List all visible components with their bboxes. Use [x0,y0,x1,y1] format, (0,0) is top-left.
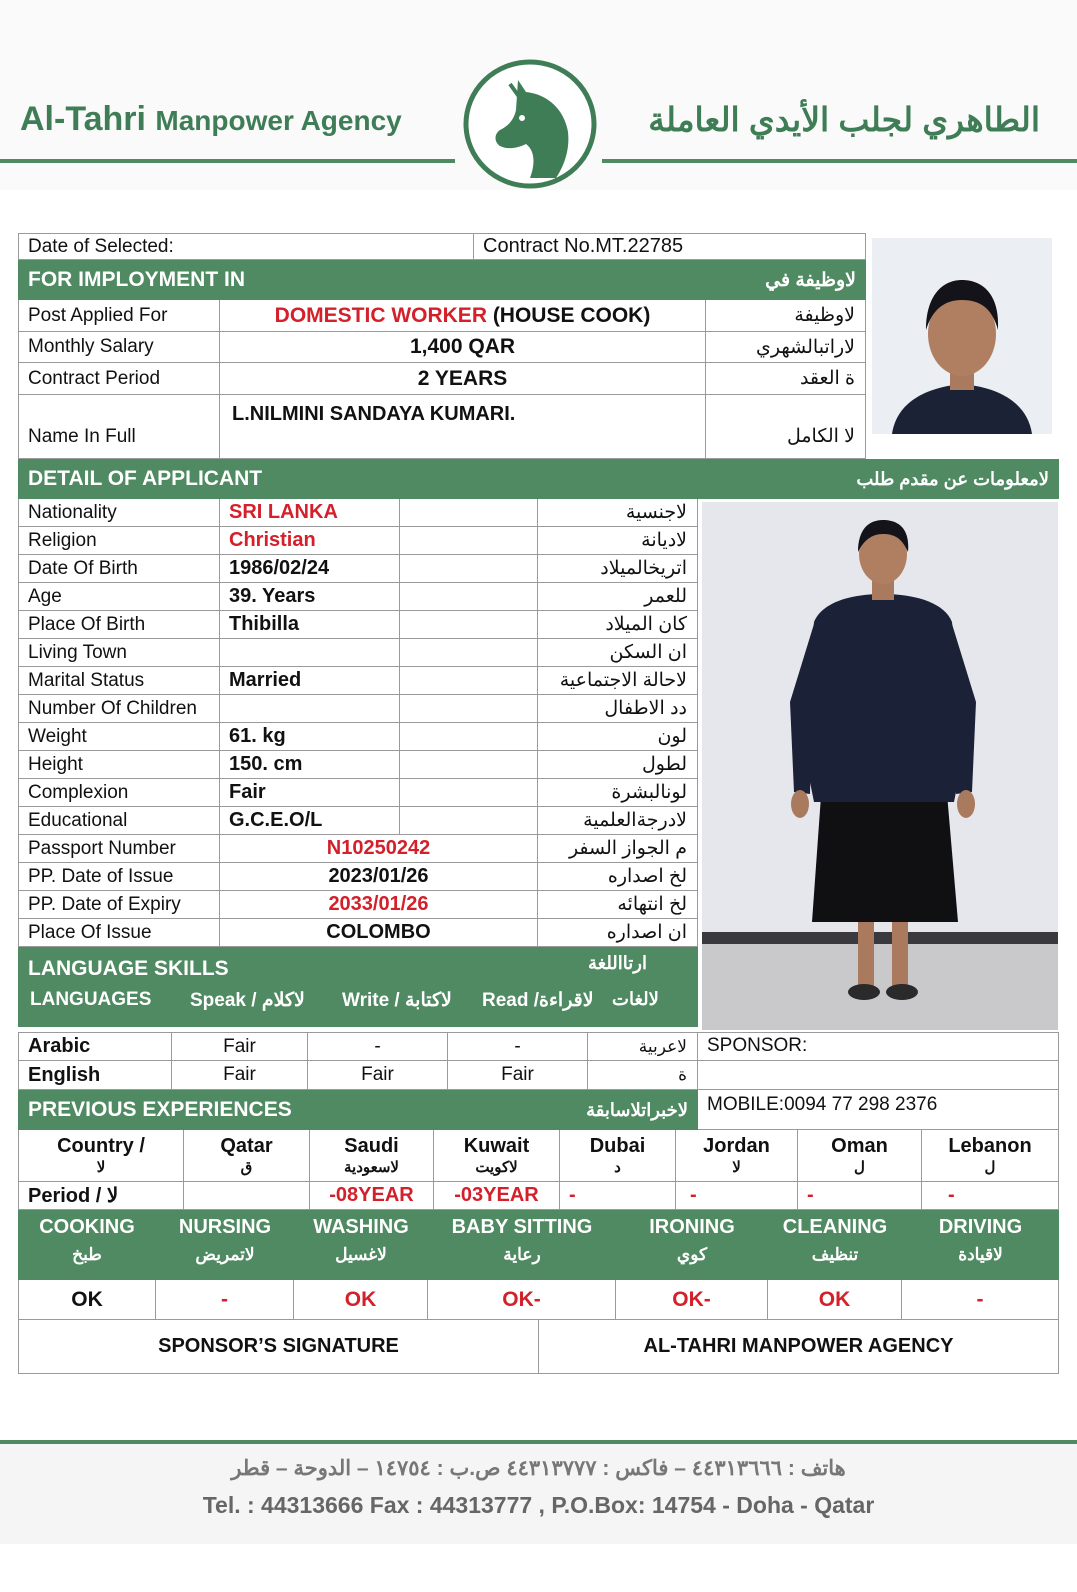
dob-ar: اتريخالميلاد [538,555,698,583]
marital-status-spacer [400,667,538,695]
educational-value: G.C.E.O/L [220,807,400,835]
weight-spacer [400,723,538,751]
marital-status-label: Marital Status [18,667,220,695]
period-dubai: - [560,1182,676,1210]
skill-ironing-en: IRONING [649,1216,735,1238]
passport-number-label: Passport Number [18,835,220,863]
applicant-header [18,459,1059,499]
lang-arabic-ar: لاعربية [588,1032,698,1061]
experience-header [18,1090,698,1130]
applicant-header-ar: لامعلومات عن مقدم طلب [856,468,1049,489]
pp-expiry-ar: لخ انتهائه [538,891,698,919]
country-oman [798,1130,922,1182]
monthly-salary-label: Monthly Salary [18,332,220,363]
contract-number: Contract No.MT.22785 [474,233,866,260]
height-value: 150. cm [220,751,400,779]
age-spacer [400,583,538,611]
footer-english: Tel. : 44313666 Fax : 44313777 , P.O.Box: 14754 - Doha - Qatar [202,1492,875,1518]
monthly-salary-value: 1,400 QAR [220,332,706,363]
religion-spacer [400,527,538,555]
skill-ironing-value: OK- [616,1280,768,1320]
skill-cleaning-ar: تنظيف [811,1245,859,1264]
experience-header-en: PREVIOUS EXPERIENCES [28,1098,292,1121]
country-jordan-ar: لا [732,1159,741,1176]
lang-arabic-write: - [308,1032,448,1061]
place-of-issue-label: Place Of Issue [18,919,220,947]
sponsor-label: SPONSOR: [698,1032,1059,1061]
age-ar: للعمر [538,583,698,611]
nationality-spacer [400,499,538,527]
place-of-issue-value: COLOMBO [220,919,538,947]
educational-label: Educational [18,807,220,835]
name-in-full-label: Name In Full [18,395,220,459]
skill-ironing-ar: كوي [676,1245,708,1264]
skill-washing [294,1216,428,1265]
footer-arabic: هاتف : ٤٤٣١٣٦٦٦ – فاكس : ٤٤٣١٣٧٧٧ ص.ب : ١٤٧٥٤ – الدوحة – قطر [231,1457,846,1480]
header-line-left [0,159,455,163]
skill-nursing-value: - [156,1280,294,1320]
lang-arabic: Arabic [18,1032,172,1061]
header-line-right [602,159,1077,163]
country-kuwait-ar: لاكويت [475,1159,518,1176]
lang-english-write: Fair [308,1061,448,1090]
country-qatar [184,1130,310,1182]
experience-header-ar: لاخبراتلاسابقة [586,1099,688,1120]
country-oman-ar: ل [854,1159,865,1176]
country-jordan-en: Jordan [703,1135,770,1157]
educational-spacer [400,807,538,835]
skill-driving [902,1216,1059,1265]
logo-en-part2: Manpower Agency [155,105,402,136]
employment-header-ar: لاوظيفة في [765,269,856,291]
employment-header [18,260,866,300]
dob-value: 1986/02/24 [220,555,400,583]
skill-cleaning-en: CLEANING [782,1216,888,1238]
country-saudi-ar: لاسعودية [343,1159,399,1176]
pp-expiry-value: 2033/01/26 [220,891,538,919]
pp-expiry-label: PP. Date of Expiry [18,891,220,919]
country-label-ar: لا [96,1159,106,1176]
country-lebanon-ar: ل [984,1159,996,1176]
contract-period-label: Contract Period [18,363,220,395]
skill-cleaning-value: OK [768,1280,902,1320]
educational-ar: لادرجةالعلمية [538,807,698,835]
age-value: 39. Years [220,583,400,611]
contract-period-value: 2 YEARS [220,363,706,395]
period-saudi: -08YEAR [310,1182,434,1210]
country-saudi-en: Saudi [344,1135,399,1157]
skill-cooking-value: OK [18,1280,156,1320]
country-saudi [310,1130,434,1182]
weight-value: 61. kg [220,723,400,751]
employment-header-en: FOR IMPLOYMENT IN [28,268,245,291]
religion-value: Christian [220,527,400,555]
skill-driving-value: - [902,1280,1059,1320]
weight-ar: لون [538,723,698,751]
country-qatar-en: Qatar [220,1135,273,1157]
weight-label: Weight [18,723,220,751]
skill-baby-sitting-ar: رعاية [503,1245,541,1264]
passport-number-value: N10250242 [220,835,538,863]
children-ar: دد الاطفال [538,695,698,723]
applicant-portrait-photo [872,238,1052,434]
col-speak: Speak / لاكلام [190,990,305,1011]
sponsor-mobile: MOBILE:0094 77 298 2376 [698,1090,1059,1130]
country-qatar-ar: ق [240,1159,253,1176]
skill-nursing-ar: لاتمريض [195,1245,255,1264]
country-label: Country / [57,1135,145,1157]
skill-cooking [18,1216,156,1265]
children-value [220,695,400,723]
religion-label: Religion [18,527,220,555]
living-town-label: Living Town [18,639,220,667]
skill-baby-sitting-en: BABY SITTING [451,1216,593,1238]
sponsor-blank [698,1061,1059,1090]
nationality-value: SRI LANKA [220,499,400,527]
complexion-label: Complexion [18,779,220,807]
living-town-spacer [400,639,538,667]
language-header-en: LANGUAGE SKILLS [28,957,229,980]
period-lebanon: - [922,1182,1059,1210]
applicant-full-body-photo [702,502,1058,1030]
height-ar: لطول [538,751,698,779]
marital-status-ar: لاحالة الاجتماعية [538,667,698,695]
living-town-value [220,639,400,667]
col-languages: LANGUAGES [30,989,152,1010]
applicant-header-en: DETAIL OF APPLICANT [28,467,263,490]
country-oman-en: Oman [831,1135,888,1157]
country-kuwait [434,1130,560,1182]
skill-nursing-en: NURSING [178,1216,272,1238]
country-label-cell [18,1130,184,1182]
country-kuwait-en: Kuwait [463,1135,530,1157]
skill-washing-value: OK [294,1280,428,1320]
skill-cleaning [768,1216,902,1265]
pp-issue-value: 2023/01/26 [220,863,538,891]
complexion-value: Fair [220,779,400,807]
language-header-ar: ارتااللغة [588,953,647,973]
skill-driving-ar: لاقيادة [958,1245,1003,1264]
complexion-spacer [400,779,538,807]
period-label: Period / لا [18,1182,184,1210]
post-applied-value-red: DOMESTIC WORKER [274,303,487,327]
horse-logo-icon [460,58,600,190]
col-languages-ar: لالغات [612,989,659,1009]
name-in-full-ar: لا الكامل [706,395,866,459]
children-label: Number Of Children [18,695,220,723]
skill-nursing [156,1216,294,1265]
height-spacer [400,751,538,779]
skill-washing-ar: لاغسيل [335,1245,387,1264]
logo-arabic: الطاهري لجلب الأيدي العاملة [648,101,1040,138]
agency-signature: AL-TAHRI MANPOWER AGENCY [539,1320,1059,1374]
passport-number-ar: م الجواز السفر [538,835,698,863]
name-in-full-value: L.NILMINI SANDAYA KUMARI. [220,395,706,459]
logo-english [20,100,402,139]
period-jordan: - [676,1182,798,1210]
col-write: Write / لاكتابة [342,990,452,1011]
period-oman: - [798,1182,922,1210]
country-jordan [676,1130,798,1182]
complexion-ar: لونالبشرة [538,779,698,807]
religion-ar: لاديانة [538,527,698,555]
living-town-ar: ان السكن [538,639,698,667]
lang-arabic-speak: Fair [172,1032,308,1061]
dob-spacer [400,555,538,583]
logo-en-part1: Al-Tahri [20,100,146,138]
monthly-salary-ar: لاراتبالشهري [706,332,866,363]
skill-baby-sitting [428,1216,616,1265]
skill-cooking-ar: طبخ [72,1245,102,1264]
country-dubai-en: Dubai [589,1135,646,1157]
nationality-label: Nationality [18,499,220,527]
lang-english: English [18,1061,172,1090]
pp-issue-ar: لخ اصداره [538,863,698,891]
post-applied-value-black: (HOUSE COOK) [486,303,651,327]
place-of-birth-ar: كان الميلاد [538,611,698,639]
skill-washing-en: WASHING [313,1216,409,1238]
lang-arabic-read: - [448,1032,588,1061]
lang-english-ar: ة [588,1061,698,1090]
country-dubai-ar: د [614,1159,621,1176]
date-of-selected-label: Date of Selected: [18,233,474,260]
period-qatar [184,1182,310,1210]
language-header [18,947,698,1027]
skill-driving-en: DRIVING [938,1216,1023,1238]
country-lebanon-en: Lebanon [948,1135,1032,1157]
header [0,0,1077,190]
place-of-issue-ar: ان اصداره [538,919,698,947]
lang-english-read: Fair [448,1061,588,1090]
skills-bar [18,1210,1059,1280]
col-read: Read /لاقراءة [482,990,594,1011]
contract-period-ar: ة العقد [706,363,866,395]
age-label: Age [18,583,220,611]
post-applied-value [220,300,706,332]
skill-ironing [616,1216,768,1265]
period-kuwait: -03YEAR [434,1182,560,1210]
pp-issue-label: PP. Date of Issue [18,863,220,891]
place-of-birth-label: Place Of Birth [18,611,220,639]
height-label: Height [18,751,220,779]
skill-baby-sitting-value: OK- [428,1280,616,1320]
place-of-birth-spacer [400,611,538,639]
marital-status-value: Married [220,667,400,695]
post-applied-ar: لاوظيفة [706,300,866,332]
dob-label: Date Of Birth [18,555,220,583]
country-dubai [560,1130,676,1182]
skill-cooking-en: COOKING [39,1216,135,1238]
sponsor-signature: SPONSOR’S SIGNATURE [18,1320,539,1374]
country-lebanon [922,1130,1059,1182]
nationality-ar: لاجنسية [538,499,698,527]
post-applied-label: Post Applied For [18,300,220,332]
footer [0,1444,1077,1544]
children-spacer [400,695,538,723]
lang-english-speak: Fair [172,1061,308,1090]
place-of-birth-value: Thibilla [220,611,400,639]
